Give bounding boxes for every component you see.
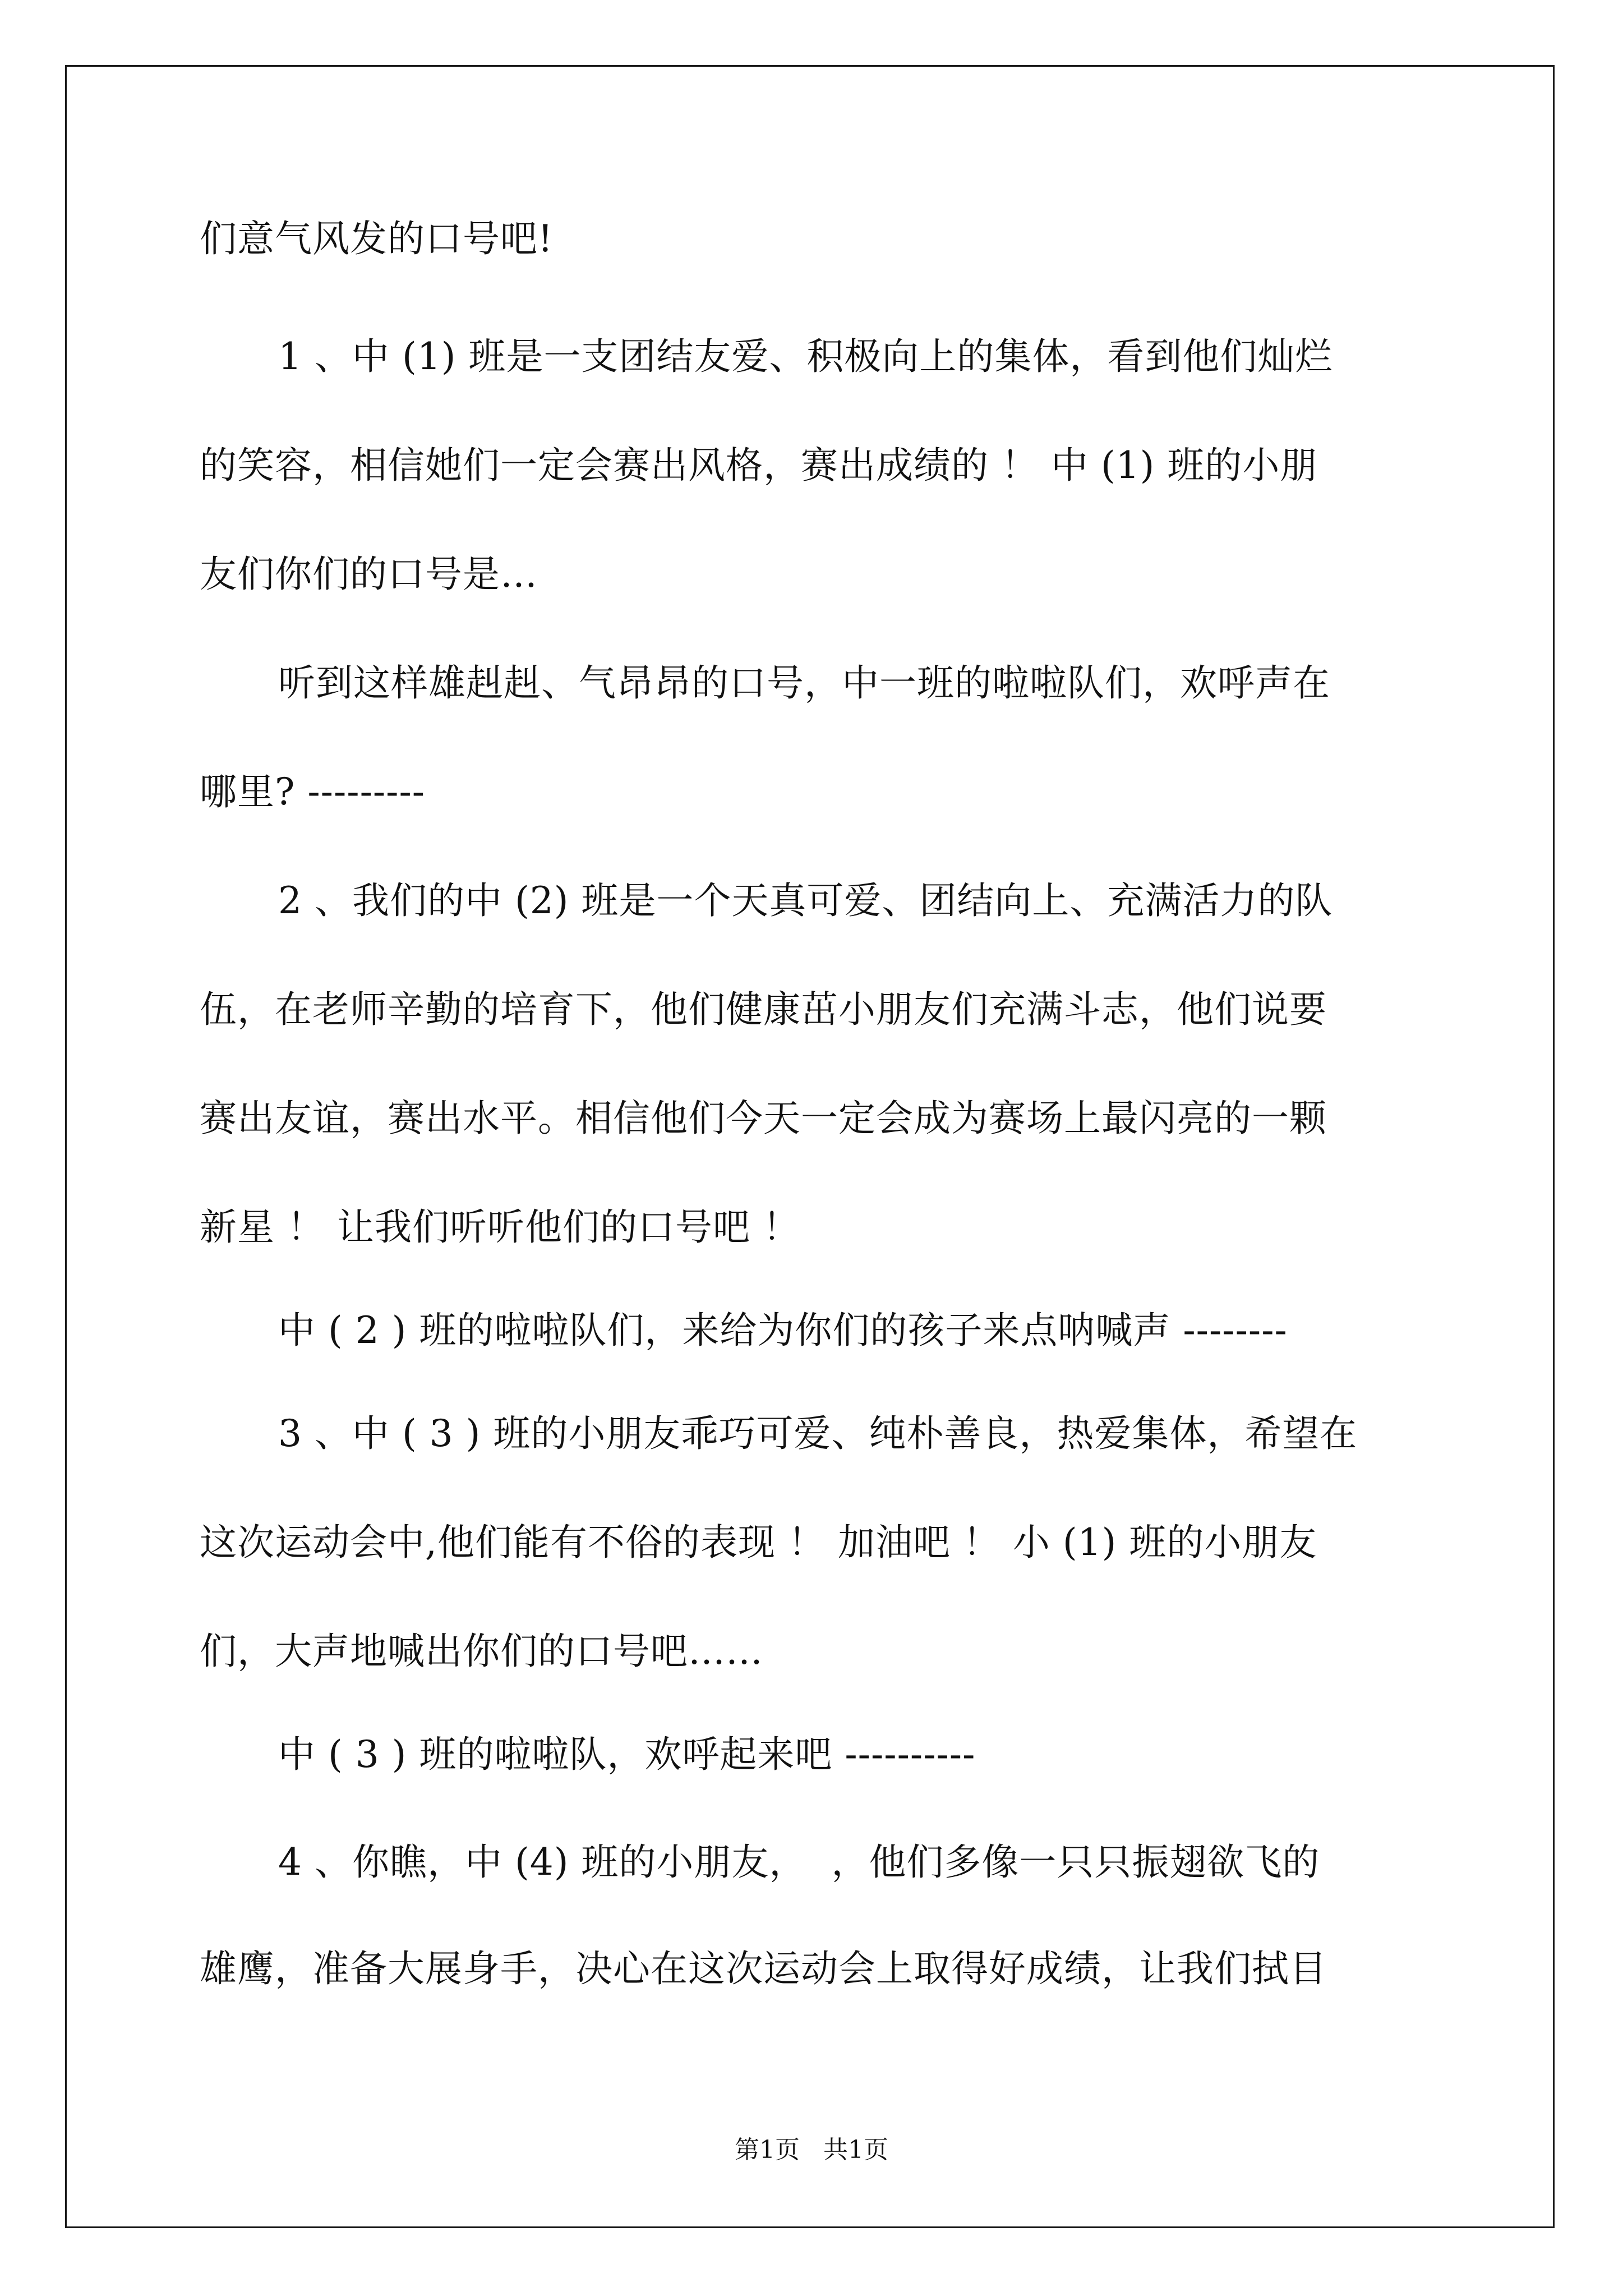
- text-line-17: 雄鹰，准备大展身手，决心在这次运动会上取得好成绩，让我们拭目: [200, 1947, 1327, 1990]
- text-line-6: 哪里? ---------: [200, 770, 426, 813]
- text-line-12: 3 、中 ( 3 ) 班的小朋友乖巧可爱、纯朴善良，热爱集体，希望在: [278, 1412, 1358, 1455]
- text-line-10: 新星 ！ 让我们听听他们的口号吧 ！: [200, 1205, 800, 1249]
- text-line-1: 们意气风发的口号吧!: [200, 217, 554, 260]
- page-footer: 第1页 共1页: [735, 2136, 888, 2164]
- text-line-8: 伍，在老师辛勤的培育下，他们健康茁小朋友们充满斗志，他们说要: [200, 988, 1327, 1031]
- page-border: [65, 65, 1555, 2228]
- text-line-4: 友们你们的口号是…: [200, 553, 538, 596]
- text-line-9: 赛出友谊，赛出水平。相信他们今天一定会成为赛场上最闪亮的一颗: [200, 1097, 1327, 1140]
- text-line-3: 的笑容，相信她们一定会赛出风格，赛出成绩的 ！ 中 (1) 班的小朋: [200, 444, 1318, 487]
- text-line-5: 听到这样雄赳赳、气昂昂的口号，中一班的啦啦队们，欢呼声在: [278, 661, 1330, 705]
- text-line-11: 中 ( 2 ) 班的啦啦队们，来给为你们的孩子来点呐喊声 --------: [278, 1309, 1288, 1352]
- text-line-15: 中 ( 3 ) 班的啦啦队，欢呼起来吧 ----------: [278, 1733, 976, 1776]
- text-line-2: 1 、中 (1) 班是一支团结友爱、积极向上的集体，看到他们灿烂: [278, 335, 1333, 378]
- text-line-14: 们，大声地喊出你们的口号吧……: [200, 1630, 763, 1673]
- text-line-16: 4 、你瞧，中 (4) 班的小朋友， ，他们多像一只只振翅欲飞的: [278, 1841, 1320, 1884]
- text-line-13: 这次运动会中,他们能有不俗的表现 ！ 加油吧 ！ 小 (1) 班的小朋友: [200, 1521, 1317, 1564]
- text-line-7: 2 、我们的中 (2) 班是一个天真可爱、团结向上、充满活力的队: [278, 879, 1333, 922]
